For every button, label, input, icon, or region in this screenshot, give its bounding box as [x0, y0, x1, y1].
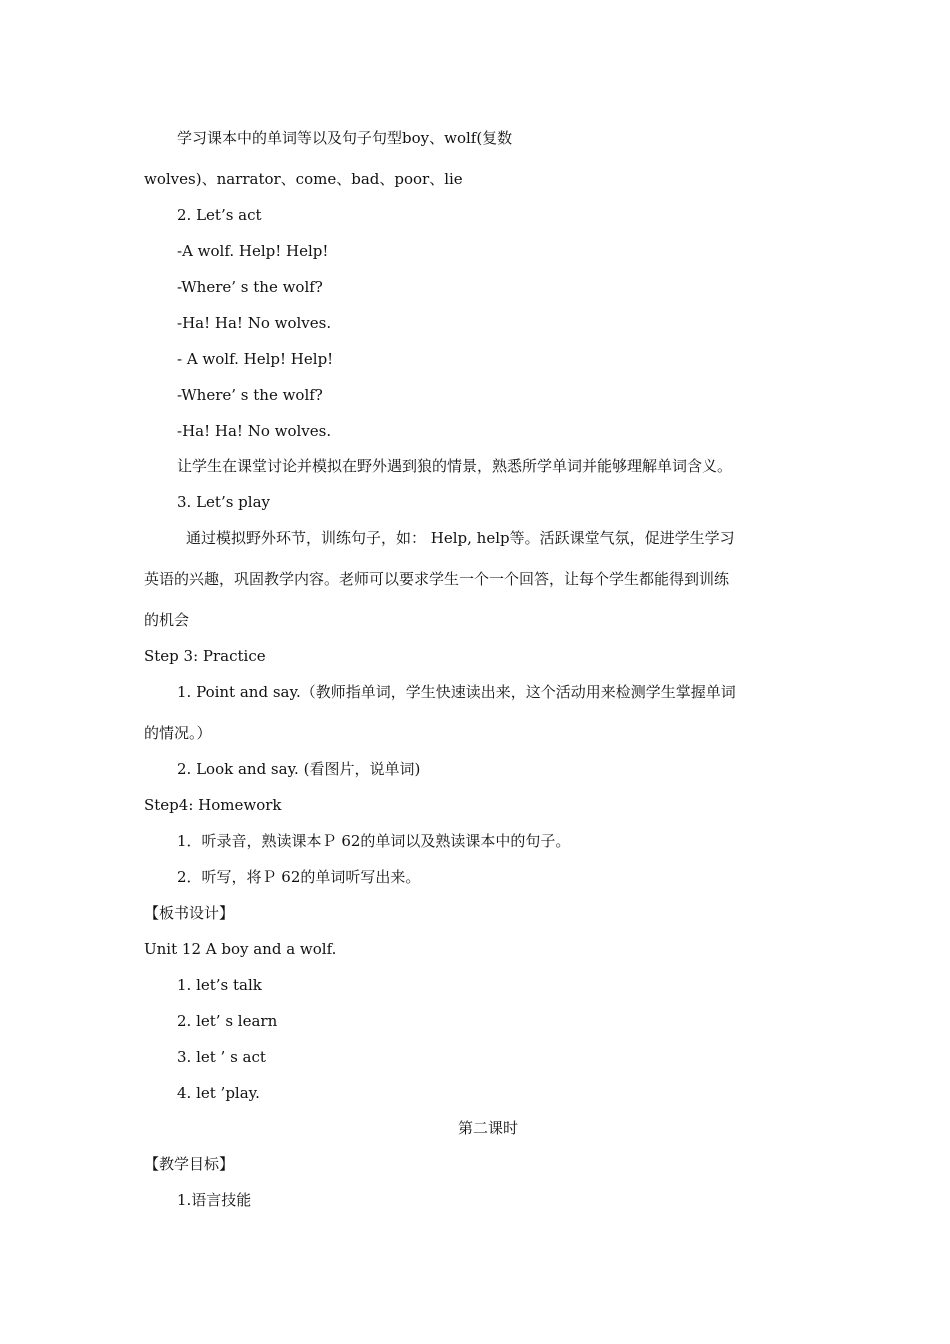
lets-play-heading: 3. Let’s play: [177, 493, 270, 511]
board-item: 2. let’ s learn: [177, 1012, 278, 1030]
dialogue-line: -Where’ s the wolf?: [177, 278, 323, 296]
play-paragraph-line-2: 英语的兴趣，巩固教学内容。老师可以要求学生一个一个回答，让每个学生都能得到训练: [144, 570, 730, 588]
play-paragraph-line-3: 的机会: [144, 611, 190, 629]
board-title: Unit 12 A boy and a wolf.: [144, 940, 337, 958]
homework-item: 1．听录音，熟读课本Ｐ 62的单词以及熟读课本中的句子。: [177, 832, 571, 850]
board-item: 1. let’s talk: [177, 976, 262, 994]
intro-line-1: 学习课本中的单词等以及句子句型boy、wolf(复数: [177, 129, 513, 147]
dialogue-line: -Ha! Ha! No wolves.: [177, 422, 332, 440]
step3-heading: Step 3: Practice: [144, 647, 266, 665]
homework-item: 2．听写，将Ｐ 62的单词听写出来。: [177, 868, 421, 886]
practice-item-1-line-2: 的情况。）: [144, 724, 212, 742]
play-paragraph-line-1: 通过模拟野外环节，训练句子，如： Help, help等。活跃课堂气氛，促进学生学习: [186, 529, 735, 547]
board-item: 4. let ’play.: [177, 1084, 260, 1102]
language-skills-item: 1.语言技能: [177, 1191, 252, 1209]
practice-item-2: 2. Look and say. (看图片，说单词): [177, 760, 421, 778]
lets-act-heading: 2. Let’s act: [177, 206, 262, 224]
teaching-goals-heading: 【教学目标】: [144, 1155, 235, 1173]
practice-item-1-line-1: 1. Point and say.（教师指单词，学生快速读出来，这个活动用来检测学生掌握单词: [177, 683, 736, 701]
board-design-heading: 【板书设计】: [144, 904, 235, 922]
act-note: 让学生在课堂讨论并模拟在野外遇到狼的情景，熟悉所学单词并能够理解单词含义。: [177, 457, 733, 475]
step4-heading: Step4: Homework: [144, 796, 282, 814]
dialogue-line: - A wolf. Help! Help!: [177, 350, 334, 368]
lesson-2-title: 第二课时: [458, 1119, 519, 1137]
intro-line-2: wolves)、narrator、come、bad、poor、lie: [144, 170, 463, 188]
dialogue-line: -Where’ s the wolf?: [177, 386, 323, 404]
dialogue-line: -A wolf. Help! Help!: [177, 242, 329, 260]
dialogue-line: -Ha! Ha! No wolves.: [177, 314, 332, 332]
board-item: 3. let ’ s act: [177, 1048, 266, 1066]
